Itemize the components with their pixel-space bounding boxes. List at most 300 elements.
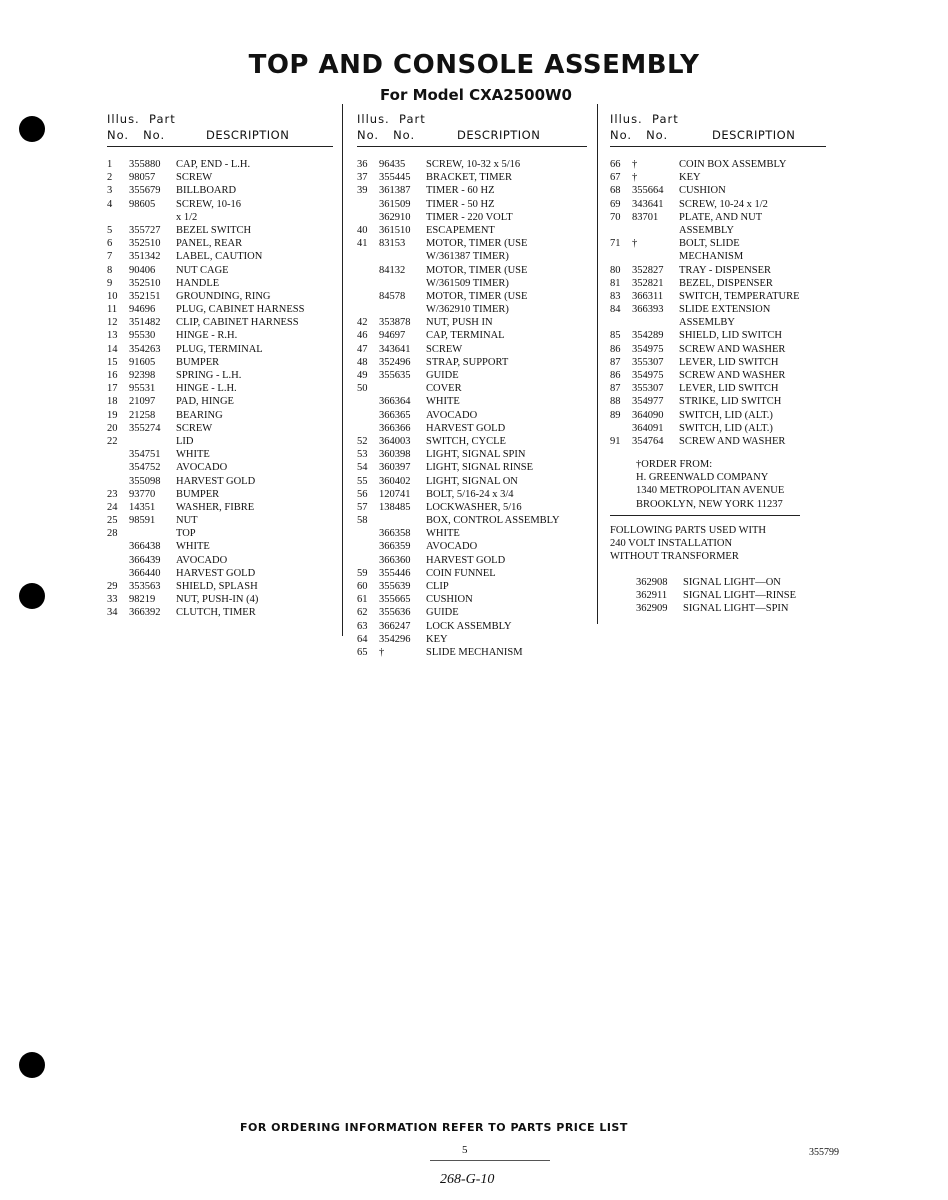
illus-number: 69 [610, 198, 621, 210]
illus-number: 41 [357, 238, 368, 250]
part-description: LABEL, CAUTION [176, 251, 263, 263]
illus-number: 57 [357, 501, 368, 513]
part-description: LOCK ASSEMBLY [426, 620, 512, 632]
header-no: No. [393, 128, 416, 142]
illus-number: 88 [610, 396, 621, 408]
illus-number: 3 [107, 185, 113, 197]
part-number: 98219 [129, 594, 156, 606]
illus-number: 56 [357, 488, 368, 500]
illus-number: 2 [107, 172, 113, 184]
illus-number: 10 [107, 290, 118, 302]
part-description: BUMPER [176, 488, 220, 500]
part-description: STRAP, SUPPORT [426, 356, 509, 368]
column-header [107, 110, 337, 144]
part-description: BEARING [176, 409, 223, 421]
part-number: 21258 [129, 409, 156, 421]
part-number: 366440 [129, 567, 161, 579]
illus-number: 58 [357, 515, 368, 527]
illus-number: 39 [357, 185, 368, 197]
part-number: 355307 [632, 383, 664, 395]
header-description: DESCRIPTION [712, 128, 796, 142]
part-number: 95530 [129, 330, 156, 342]
part-description: MOTOR, TIMER (USE [426, 238, 528, 250]
illus-number: 64 [357, 633, 368, 645]
illus-number: 33 [107, 594, 118, 606]
part-number: 355445 [379, 172, 411, 184]
part-number: 96435 [379, 159, 406, 170]
order-from-note [636, 458, 784, 511]
part-description: CAP, END - L.H. [176, 159, 251, 170]
part-number: 355446 [379, 567, 411, 579]
part-number: 94697 [379, 330, 406, 342]
part-description: TOP [176, 528, 196, 540]
illus-number: 50 [357, 383, 368, 395]
part-number: 355635 [379, 370, 411, 381]
illus-number: 68 [610, 185, 621, 197]
part-description: LID [176, 435, 194, 447]
part-description: CUSHION [426, 594, 473, 606]
part-number: 91605 [129, 356, 156, 368]
illus-number: 11 [107, 304, 118, 316]
illus-number: 83 [610, 290, 621, 302]
part-description: CUSHION [679, 185, 726, 197]
illus-number: 86 [610, 343, 621, 355]
part-description: SCREW, 10-24 x 1/2 [679, 198, 768, 210]
part-number: 355679 [129, 185, 161, 197]
part-number: 362909 [636, 603, 668, 615]
part-description: PLATE, AND NUT [679, 211, 763, 223]
illus-number: 60 [357, 581, 368, 592]
part-description: TRAY - DISPENSER [679, 264, 771, 276]
illus-number: 89 [610, 409, 621, 421]
illus-number: 36 [357, 159, 368, 170]
part-number: 360397 [379, 462, 411, 474]
part-description: COVER [426, 383, 462, 395]
part-description: SLIDE MECHANISM [426, 646, 523, 658]
part-description: SWITCH, CYCLE [426, 435, 506, 447]
part-number: 362911 [636, 590, 668, 602]
parts-column-2 [357, 110, 589, 658]
illus-number: 66 [610, 159, 621, 170]
part-number: 355307 [632, 356, 664, 368]
part-description: NUT, PUSH IN [426, 317, 493, 329]
part-description: LIGHT, SIGNAL SPIN [426, 449, 526, 461]
part-number: 354752 [129, 462, 161, 474]
illus-number: 59 [357, 567, 368, 579]
illus-number: 63 [357, 620, 368, 632]
illus-number: 16 [107, 370, 118, 381]
part-number: 366364 [379, 396, 411, 408]
part-description: LEVER, LID SWITCH [679, 356, 779, 368]
illus-number: 9 [107, 277, 113, 289]
header-part: Part [652, 112, 679, 126]
illus-number: 81 [610, 277, 621, 289]
part-description: BILLBOARD [176, 185, 237, 197]
part-number: 353878 [379, 317, 411, 329]
binder-hole-top [19, 116, 45, 142]
column-header [610, 110, 842, 144]
illus-number: 19 [107, 409, 118, 421]
part-number: 354764 [632, 435, 664, 447]
part-number: 84132 [379, 264, 406, 276]
part-description: LIGHT, SIGNAL ON [426, 475, 518, 487]
part-description: LOCKWASHER, 5/16 [426, 501, 522, 513]
part-number: 352151 [129, 290, 161, 302]
header-rule [357, 146, 587, 147]
parts-column-3 [610, 110, 842, 615]
header-description: DESCRIPTION [206, 128, 290, 142]
part-description: SCREW [426, 343, 463, 355]
part-description: WHITE [426, 528, 460, 540]
illus-number: 91 [610, 435, 621, 447]
illus-number: 34 [107, 607, 118, 619]
order-from-line: BROOKLYN, NEW YORK 11237 [636, 498, 783, 510]
part-description: SIGNAL LIGHT—ON [683, 577, 781, 588]
part-number: † [632, 159, 638, 170]
part-description: SCREW, 10-32 x 5/16 [426, 159, 521, 170]
column-divider-2 [597, 104, 598, 624]
illus-number: 49 [357, 370, 368, 381]
part-description: SCREW [176, 422, 213, 434]
illus-number: 22 [107, 435, 118, 447]
part-number: 94696 [129, 304, 156, 316]
part-number: 366359 [379, 541, 411, 553]
illus-number: 42 [357, 317, 368, 329]
part-description: ASSEMLBY [679, 317, 736, 329]
part-number: 83153 [379, 238, 406, 250]
part-number: 120741 [379, 488, 411, 500]
part-description: CLIP [426, 581, 449, 592]
part-number: 360402 [379, 475, 411, 487]
part-number: 355880 [129, 159, 161, 170]
part-number: 98057 [129, 172, 156, 184]
part-number: 364091 [632, 422, 664, 434]
illus-number: 62 [357, 607, 368, 619]
part-description: AVOCADO [426, 409, 478, 421]
part-description: WASHER, FIBRE [176, 501, 255, 513]
part-description: WHITE [426, 396, 460, 408]
part-number: 352510 [129, 277, 161, 289]
part-number: 352510 [129, 238, 161, 250]
illus-number: 53 [357, 449, 368, 461]
illus-number: 4 [107, 198, 113, 210]
header-no: No. [357, 128, 380, 142]
page-subtitle: For Model CXA2500W0 [380, 86, 572, 104]
following-line: WITHOUT TRANSFORMER [610, 551, 739, 563]
binder-hole-middle [19, 583, 45, 609]
part-description: HARVEST GOLD [176, 475, 256, 487]
order-rule [610, 515, 800, 516]
page-title: TOP AND CONSOLE ASSEMBLY [248, 50, 700, 80]
part-description: AVOCADO [176, 462, 228, 474]
part-number: 343641 [632, 198, 664, 210]
part-number: 352496 [379, 356, 411, 368]
part-description: PLUG, CABINET HARNESS [176, 304, 305, 316]
part-number: 355665 [379, 594, 411, 606]
part-number: 353563 [129, 581, 161, 592]
part-description: BUMPER [176, 356, 220, 368]
part-number: 355274 [129, 422, 161, 434]
part-number: 354289 [632, 330, 664, 342]
illus-number: 23 [107, 488, 118, 500]
header-no: No. [107, 128, 130, 142]
illus-number: 84 [610, 304, 621, 316]
illus-number: 24 [107, 501, 118, 513]
illus-number: 54 [357, 462, 368, 474]
illus-number: 8 [107, 264, 113, 276]
illus-number: 17 [107, 383, 118, 395]
illus-number: 71 [610, 238, 621, 250]
part-number: 354977 [632, 396, 664, 408]
illus-number: 25 [107, 515, 118, 527]
part-description: SWITCH, LID (ALT.) [679, 409, 773, 421]
part-number: 92398 [129, 370, 156, 381]
part-number: † [632, 238, 638, 250]
part-number: 354263 [129, 343, 161, 355]
part-number: 355098 [129, 475, 161, 487]
part-number: 366439 [129, 554, 161, 566]
part-number: 351342 [129, 251, 161, 263]
part-description: KEY [426, 633, 448, 645]
header-illus: Illus. [357, 112, 390, 126]
parts-column-1 [107, 110, 337, 619]
part-description: GUIDE [426, 370, 459, 381]
part-number: 366393 [632, 304, 664, 316]
part-description: STRIKE, LID SWITCH [679, 396, 782, 408]
part-number: 14351 [129, 501, 156, 513]
handwritten-note: 268-G-10 [440, 1172, 495, 1187]
illus-number: 13 [107, 330, 118, 342]
illus-number: 52 [357, 435, 368, 447]
part-description: PANEL, REAR [176, 238, 243, 250]
part-description: BEZEL SWITCH [176, 224, 252, 236]
part-number: 354975 [632, 343, 664, 355]
illus-number: 87 [610, 383, 621, 395]
part-description: CLIP, CABINET HARNESS [176, 317, 299, 329]
part-number: 364003 [379, 435, 411, 447]
header-no: No. [610, 128, 633, 142]
part-number: 361387 [379, 185, 411, 197]
part-description: LEVER, LID SWITCH [679, 383, 779, 395]
column-header [357, 110, 589, 144]
illus-number: 86 [610, 370, 621, 381]
part-description: SWITCH, LID (ALT.) [679, 422, 773, 434]
part-description: CAP, TERMINAL [426, 330, 505, 342]
part-description: AVOCADO [426, 541, 478, 553]
illus-number: 70 [610, 211, 621, 223]
part-description: HINGE - L.H. [176, 383, 237, 395]
part-description: GROUNDING, RING [176, 290, 271, 302]
part-number: 362910 [379, 211, 411, 223]
illus-number: 80 [610, 264, 621, 276]
part-description: BOLT, 5/16-24 x 3/4 [426, 488, 514, 500]
illus-number: 20 [107, 422, 118, 434]
part-description: PLUG, TERMINAL [176, 343, 263, 355]
illus-number: 6 [107, 238, 113, 250]
part-description: CLUTCH, TIMER [176, 607, 256, 619]
part-description: W/362910 TIMER) [426, 304, 509, 316]
part-number: 354296 [379, 633, 411, 645]
illus-number: 47 [357, 343, 368, 355]
part-number: 354975 [632, 370, 664, 381]
part-description: ESCAPEMENT [426, 224, 495, 236]
header-part: Part [399, 112, 426, 126]
part-description: KEY [679, 172, 701, 184]
header-rule [107, 146, 333, 147]
part-description: BRACKET, TIMER [426, 172, 512, 184]
part-description: SWITCH, TEMPERATURE [679, 290, 800, 302]
part-number: 352827 [632, 264, 664, 276]
header-no: No. [646, 128, 669, 142]
part-number: 366392 [129, 607, 161, 619]
part-description: PAD, HINGE [176, 396, 234, 408]
part-description: WHITE [176, 449, 210, 461]
part-description: HARVEST GOLD [176, 567, 256, 579]
ordering-footer: FOR ORDERING INFORMATION REFER TO PARTS PRICE LIST [240, 1121, 628, 1134]
order-from-line: †ORDER FROM: [636, 459, 713, 470]
illus-number: 12 [107, 317, 118, 329]
part-description: MOTOR, TIMER (USE [426, 290, 528, 302]
part-description: SCREW AND WASHER [679, 435, 786, 447]
header-illus: Illus. [107, 112, 140, 126]
part-description: SHIELD, SPLASH [176, 581, 258, 592]
part-description: x 1/2 [176, 211, 198, 223]
part-number: 352821 [632, 277, 664, 289]
header-no: No. [143, 128, 166, 142]
column-divider-1 [342, 104, 343, 636]
illus-number: 65 [357, 646, 368, 658]
illus-number: 46 [357, 330, 368, 342]
binder-hole-bottom [19, 1052, 45, 1078]
order-from-line: H. GREENWALD COMPANY [636, 472, 769, 484]
part-number: 84578 [379, 290, 406, 302]
part-number: 21097 [129, 396, 156, 408]
part-number: 360398 [379, 449, 411, 461]
illus-number: 5 [107, 224, 113, 236]
following-line: FOLLOWING PARTS USED WITH [610, 525, 766, 536]
part-description: SIGNAL LIGHT—RINSE [683, 590, 797, 602]
part-number: 366365 [379, 409, 411, 421]
part-number: † [632, 172, 638, 184]
part-description: HINGE - R.H. [176, 330, 238, 342]
illus-number: 67 [610, 172, 621, 184]
part-description: AVOCADO [176, 554, 228, 566]
illus-number: 1 [107, 159, 113, 170]
illus-number: 29 [107, 581, 118, 592]
part-number: 98605 [129, 198, 156, 210]
part-description: COIN FUNNEL [426, 567, 496, 579]
order-from-line: 1340 METROPOLITAN AVENUE [636, 485, 785, 497]
part-number: 351482 [129, 317, 161, 329]
part-number: 366358 [379, 528, 411, 540]
following-parts-note [610, 524, 766, 564]
part-description: TIMER - 50 HZ [426, 198, 495, 210]
part-description: MOTOR, TIMER (USE [426, 264, 528, 276]
part-number: 98591 [129, 515, 156, 527]
part-description: SPRING - L.H. [176, 370, 242, 381]
part-number: 354751 [129, 449, 161, 461]
part-number: 366438 [129, 541, 161, 553]
header-rule [610, 146, 826, 147]
part-description: SCREW AND WASHER [679, 343, 786, 355]
part-description: LIGHT, SIGNAL RINSE [426, 462, 534, 474]
part-number: 355636 [379, 607, 411, 619]
part-description: W/361387 TIMER) [426, 251, 509, 263]
part-description: HARVEST GOLD [426, 422, 506, 434]
part-description: SCREW, 10-16 [176, 198, 241, 210]
part-number: 83701 [632, 211, 659, 223]
part-number: 95531 [129, 383, 156, 395]
part-number: 355727 [129, 224, 161, 236]
illus-number: 18 [107, 396, 118, 408]
part-description: MECHANISM [679, 251, 744, 263]
part-description: WHITE [176, 541, 210, 553]
part-number: 355664 [632, 185, 664, 197]
illus-number: 87 [610, 356, 621, 368]
part-number: 90406 [129, 264, 156, 276]
part-description: SIGNAL LIGHT—SPIN [683, 603, 789, 615]
part-description: GUIDE [426, 607, 459, 619]
part-number: 138485 [379, 501, 411, 513]
part-description: NUT CAGE [176, 264, 229, 276]
part-number: 366366 [379, 422, 411, 434]
header-description: DESCRIPTION [457, 128, 541, 142]
part-number: 355639 [379, 581, 411, 592]
page-number: 5 [462, 1144, 468, 1156]
part-number: 364090 [632, 409, 664, 421]
illus-number: 14 [107, 343, 118, 355]
part-number: 93770 [129, 488, 156, 500]
part-number: 366360 [379, 554, 411, 566]
part-description: BEZEL, DISPENSER [679, 277, 773, 289]
header-illus: Illus. [610, 112, 643, 126]
part-description: HANDLE [176, 277, 220, 289]
illus-number: 61 [357, 594, 368, 606]
illus-number: 7 [107, 251, 113, 263]
header-part: Part [149, 112, 176, 126]
part-number: † [379, 646, 385, 658]
part-description: TIMER - 220 VOLT [426, 211, 513, 223]
part-description: HARVEST GOLD [426, 554, 506, 566]
illus-number: 85 [610, 330, 621, 342]
part-number: 366311 [632, 290, 664, 302]
part-description: SLIDE EXTENSION [679, 304, 771, 316]
illus-number: 55 [357, 475, 368, 487]
part-description: SCREW AND WASHER [679, 370, 786, 381]
part-number: 343641 [379, 343, 411, 355]
part-number: 366247 [379, 620, 411, 632]
part-number: 361509 [379, 198, 411, 210]
part-number: 362908 [636, 577, 668, 588]
part-description: ASSEMBLY [679, 224, 734, 236]
illus-number: 37 [357, 172, 368, 184]
part-description: TIMER - 60 HZ [426, 185, 495, 197]
page-number-rule [430, 1160, 550, 1161]
part-description: NUT, PUSH-IN (4) [176, 594, 259, 606]
part-description: COIN BOX ASSEMBLY [679, 159, 787, 170]
illus-number: 40 [357, 224, 368, 236]
part-description: BOX, CONTROL ASSEMBLY [426, 515, 560, 527]
part-description: SHIELD, LID SWITCH [679, 330, 782, 342]
part-number: 361510 [379, 224, 411, 236]
following-line: 240 VOLT INSTALLATION [610, 538, 733, 550]
illus-number: 15 [107, 356, 118, 368]
part-description: NUT [176, 515, 198, 527]
part-description: BOLT, SLIDE [679, 238, 740, 250]
illus-number: 28 [107, 528, 118, 540]
part-description: W/361509 TIMER) [426, 277, 509, 289]
document-number: 355799 [809, 1147, 839, 1158]
